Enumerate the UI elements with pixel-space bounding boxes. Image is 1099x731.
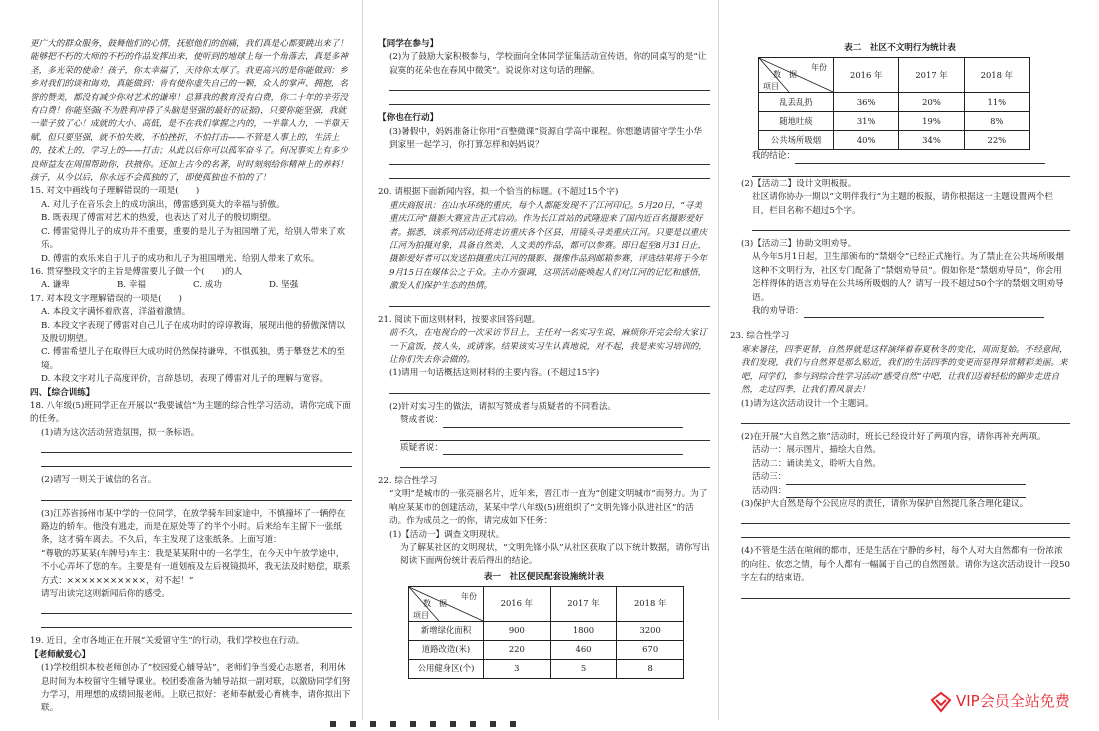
table-cell: 8% — [964, 112, 1029, 131]
table-corner — [409, 587, 484, 622]
q21-material: 前不久，在电视台的一次采访节目上，主任对一名实习生说，麻烦你开完会给大家订一下盒饭，按人头，或请客。结果该实习生认真地说，对不起，我是来实习培训的，让你们失去你会做的。 — [389, 328, 707, 365]
page-fold-left — [362, 0, 363, 720]
row-label: 乱丢乱扔 — [759, 93, 834, 112]
q17-option-a[interactable]: A. 本段文字满怀着欣喜，洋溢着激情。 — [41, 307, 191, 318]
table-cell: 36% — [834, 93, 899, 112]
activity2-desc: 社区请你协办一期以“文明伴我行”为主题的板报，请你根据这一主题设置两个栏目，栏目名称不超过5个字。 — [752, 192, 1053, 216]
table-cell: 31% — [834, 112, 899, 131]
table-cell: 20% — [899, 93, 964, 112]
year-header: 2016 年 — [484, 587, 551, 622]
q16-option-d[interactable]: D. 坚强 — [269, 280, 299, 291]
answer-line[interactable] — [400, 428, 710, 441]
corner-item: 项目 — [763, 82, 779, 92]
answer-line[interactable] — [400, 455, 710, 468]
q20-stem: 20. 请根据下面新闻内容，拟一个恰当的标题。(不超过15个字) — [378, 187, 619, 198]
year-header: 2017 年 — [550, 587, 617, 622]
year-header: 2018 年 — [617, 587, 684, 622]
q22-activity1-desc: 为了解某社区的文明现状，“文明先锋小队”从社区获取了以下统计数据，请你写出阅读下面两份统计表后得出的结论。 — [400, 542, 710, 567]
activity-four-label: 活动四： — [752, 485, 787, 496]
row-label: 公用健身区(个) — [409, 660, 484, 679]
answer-line[interactable] — [804, 307, 1044, 318]
answer-line[interactable] — [795, 153, 1045, 164]
q15-option-c[interactable]: C. 傅雷觉得儿子的成功并不重要，重要的是儿子为祖国增了光，给别人带来了欢乐。 — [41, 226, 345, 251]
activity3: (3)【活动三】协助文明劝导。 — [741, 239, 857, 250]
table-cell: 670 — [617, 641, 684, 660]
activity-three-row — [730, 471, 1070, 484]
q20-news: 重庆商报讯：在山水环绕的重庆，每个人都能发现不了江河印记。5月20日，“寻美重庆江河”摄影大赛宣告正式启动。作为长江首站的武隆迎来了国内近百名摄影爱好者。据悉，该系列活动还将走访重庆各个区县，用镜头寻美重庆江河。只要是以重庆江河为拍摄对象，具备自然美、人文美的作品，都可以参赛。即日起至8月31日止，摄影爱好者可以发送拍摄重庆江河的摄影、摄像作品到邮箱参赛，评选结果将于今年9月15日在媒体公之于众。主办方强调，这项活动能唤起人们对江河的记忆和感悟，激发人们保护生态的热情。 — [389, 200, 707, 292]
row-label: 公共场所吸烟 — [759, 131, 834, 150]
conclusion-row — [730, 150, 1070, 163]
year-header: 2018 年 — [964, 58, 1029, 93]
answer-line[interactable] — [41, 488, 352, 501]
table-cell: 40% — [834, 131, 899, 150]
reading-passage: 更广大的群众服务，鼓舞他们的心情，抚慰他们的创痛，我们真是心都要跳出来了！能够把不朽的大师的不朽的作品发挥出来，使听到的地球上每一个角落去，真是多神圣，多光荣的使命！孩子，你太幸福了，天待你太厚了。我更高兴的是你能做到：乡乡对我们的谈和诲劝，真能做到：肯有使你虚失自己的一颗，众人的掌声、拥抱，名誉的赞美，都没有减少你对艺术的谦卑！总算我的教育没有白费，你二十年的辛劳没有白费！你能坚强(不为胜利冲昏了头脑是坚强的最好的证据)，只要你能坚强，我就一辈子放了心！成就的大小、高低，是不在我们掌握之内的，一半靠人力，一半靠天赋，但只要坚强，就不怕失败，不怕挫折，不怕打击——不管是人事上的，生活上的，技术上的，学习上的——打击；从此以后你可以孤军奋斗了。何况事实上有多少良师益友在周围帮助你，扶掖你。还加上古今的名著，时时刻刻给你精神上的养料！孩子，从今以后，你永远不会孤独的了，即使孤独也不怕的了！ — [30, 39, 348, 184]
year-header: 2016 年 — [834, 58, 899, 93]
activity-four-row — [730, 485, 1070, 498]
table-cell: 460 — [550, 641, 617, 660]
column-3 — [730, 40, 1070, 600]
table2 — [758, 57, 1030, 150]
row-label: 随地吐痰 — [759, 112, 834, 131]
table1 — [408, 586, 684, 679]
answer-line[interactable] — [389, 78, 710, 91]
q18-sub1: (1)请为这次活动营造氛围，拟一条标语。 — [41, 427, 200, 438]
answer-line[interactable] — [443, 444, 683, 455]
section-heading: 四、【综合训练】 — [30, 387, 95, 398]
answer-line[interactable] — [752, 218, 1070, 231]
table-cell: 3 — [484, 660, 551, 679]
q16-options — [30, 279, 352, 292]
q17-stem: 17. 对本段文字理解错误的一项是( ) — [30, 293, 183, 304]
q23-sub2: (2)在开展“大自然之旅”活动时，班长已经设计好了两项内容，请你再补充两项。 — [741, 431, 1046, 442]
answer-line[interactable] — [741, 525, 1070, 538]
q23-stem: 23. 综合性学习 — [730, 331, 790, 342]
q19-tag-student: 【同学在参与】 — [378, 39, 439, 49]
binding-marks — [330, 712, 730, 720]
q18-sub3: (3)江苏省扬州市某中学的一位同学，在放学骑车回家途中，不慎撞坏了一辆停在路边的轿车。他没有逃走，而是在原处等了约半个小时。后来给车主留下一张纸条，这才骑车离去。不久后，车主发现了这张纸条。上面写道： — [41, 508, 346, 546]
q21-agree-row — [378, 414, 710, 427]
q19-sub3: (3)暑假中，妈妈准备让你用“百整微课”资源自学高中课程。你想邀请留守学生小华到家里一起学习，你打算怎样和妈妈说？ — [389, 126, 703, 151]
q15-option-b[interactable]: B. 既表现了傅雷对艺术的热爱，也表达了对儿子的殷切期望。 — [41, 213, 277, 224]
table1-body — [409, 622, 684, 679]
q19-stem: 19. 近日，全市各地正在开展“关爱留守生”的行动，我们学校也在行动。 — [30, 636, 305, 647]
answer-line[interactable] — [443, 417, 683, 428]
table-cell: 220 — [484, 641, 551, 660]
answer-line[interactable] — [786, 487, 1026, 498]
table-cell: 900 — [484, 622, 551, 641]
q18-note: “尊敬的苏某某(车牌号)车主：我是某某附中的一名学生，在今天中午放学途中，不小心弄坏了您的车。主要是有一道划痕及左后视镜损坏，我无法及时赔偿，联系方式：×××××××××××，对不起！” — [41, 548, 351, 586]
q21-doubt-label: 质疑者说： — [400, 442, 443, 453]
answer-line[interactable] — [389, 166, 710, 179]
table-cell: 19% — [899, 112, 964, 131]
answer-line[interactable] — [389, 152, 710, 165]
answer-line[interactable] — [41, 601, 352, 614]
table-cell: 34% — [899, 131, 964, 150]
year-header: 2017 年 — [899, 58, 964, 93]
q21-stem: 21. 阅读下面这则材料，按要求回答问题。 — [378, 314, 541, 325]
corner-year: 年份 — [461, 592, 477, 602]
q22-activity1: (1)【活动一】调查文明现状。 — [389, 529, 505, 540]
answer-line[interactable] — [741, 511, 1070, 524]
table2-body — [759, 93, 1030, 150]
vip-watermark[interactable] — [930, 688, 1095, 714]
q16-option-b[interactable]: B. 幸福 — [117, 280, 146, 291]
q19-sub2: (2)为了鼓励大家积极参与，学校面向全体同学征集活动宣传语，你的同桌写的是“让寂寞的花朵也在春风中微笑”。说说你对这句话的理解。 — [389, 52, 707, 76]
watermark-text: VIP会员全站免费 — [956, 692, 1070, 710]
table-row — [409, 641, 684, 660]
q19-tag-you: 【你也在行动】 — [378, 113, 439, 124]
q17-option-b[interactable]: B. 本段文字表现了傅雷对自己儿子在成功时的谆谆教诲，展现出他的骄傲深情以及殷切期望。 — [41, 320, 345, 344]
answer-line[interactable] — [786, 474, 1026, 485]
q15-option-d[interactable]: D. 傅雷的欢乐来自于儿子的成功和儿子为祖国增光、给别人带来了欢乐。 — [41, 253, 320, 264]
q23-sub3: (3)保护大自然是每个公民应尽的责任，请你为保护自然提几条合理化建议。 — [741, 498, 1029, 509]
q19-sub1: (1)学校组织本校老师创办了“校园爱心辅导站”，老师们争当爱心志愿者，利用休息时间为本校留守生辅导课业。校团委准备为辅导站拟一副对联，以激励同学们努力学习，用理想的成绩回报老师。上联已拟好：老师奉献爱心育桃李，请你拟出下联。 — [41, 663, 351, 714]
activity-two: 活动二：诵读美文，聆听大自然。 — [752, 458, 881, 469]
answer-line[interactable] — [389, 294, 710, 307]
activity3-desc: 从今年5月1日起，卫生部颁布的“禁烟令”已经正式施行。为了禁止在公共场所吸烟这种不文明行为，社区专门配备了“禁烟劝导员”。假如你是“禁烟劝导员”，你会用怎样得体的语言劝导在公共场所吸烟的人？请写一段不超过50个字的禁烟文明劝导语。 — [752, 252, 1064, 303]
table1-title: 表一 社区便民配套设施统计表 — [483, 571, 605, 582]
table-header-row — [759, 58, 1030, 93]
corner-year: 年份 — [811, 63, 827, 73]
q16-stem: 16. 贯穿整段文字的主旨是傅雷要儿子做一个( )的人 — [30, 266, 243, 277]
conclusion-label: 我的结论： — [752, 151, 795, 162]
answer-line[interactable] — [741, 586, 1070, 599]
table-row — [409, 660, 684, 679]
table-header-row — [409, 587, 684, 622]
table-row — [759, 93, 1030, 112]
answer-line[interactable] — [389, 92, 710, 105]
table-cell: 8 — [617, 660, 684, 679]
q21-sub1: (1)请用一句话概括这则材料的主要内容。(不超过15字) — [389, 368, 600, 379]
corner-data: 数 据 — [423, 599, 447, 609]
q22-intro: “文明”是城市的一张亮丽名片，近年来，晋江市一直为“创建文明城市”而努力。为了响应某某市的创建活动，某某中学八年级(5)班组织了“文明先锋小队进社区”的活动。作为成员之一的你，请完成如下任务： — [389, 489, 708, 527]
row-label: 道路改造(米) — [409, 641, 484, 660]
table-cell: 3200 — [617, 622, 684, 641]
q16-option-c[interactable]: C. 成功 — [193, 280, 222, 291]
activity-one: 活动一：展示图片，描绘大自然。 — [752, 445, 881, 456]
q21-sub2: (2)针对实习生的做法，请拟写赞成者与质疑者的不同看法。 — [389, 401, 617, 412]
activity2: (2)【活动二】设计文明板报。 — [741, 178, 857, 189]
q15-stem: 15. 对文中画线句子理解错误的一项是( ) — [30, 186, 200, 197]
answer-line[interactable] — [389, 381, 710, 394]
q18-stem: 18. 八年级(5)班同学正在开展以“我要诚信”为主题的综合性学习活动，请你完成下面的任务。 — [30, 400, 351, 425]
table-cell: 11% — [964, 93, 1029, 112]
q21-agree-label: 赞成者说： — [400, 415, 443, 426]
advice-label: 我的劝导语： — [752, 306, 804, 317]
q19-tag: 【老师献爱心】 — [30, 649, 91, 660]
diamond-icon — [930, 691, 952, 713]
answer-line[interactable] — [41, 440, 352, 453]
q18-sub2: (2)请写一则关于诚信的名言。 — [41, 475, 157, 486]
table-cell: 22% — [964, 131, 1029, 150]
corner-data: 数 据 — [773, 70, 797, 80]
q23-text: 寒来暑往，四季更替，自然界就是这样演绎着春夏秋冬的变化，周而复始。不经意间，我们发现，我们与自然界是那么贴近，我们的生活四季的变更而显得异常精彩美丽。来吧，同学们，参与到综合性学习活动“感受自然”中吧，让我们迈着轻松的脚步走进自然，走过四季，让我们看风景去！ — [741, 344, 1068, 396]
q15-option-a[interactable]: A. 对儿子在音乐会上的成功演出，傅雷感到莫大的幸福与骄傲。 — [41, 199, 285, 210]
table-row — [759, 131, 1030, 150]
activity-three-label: 活动三： — [752, 472, 787, 483]
answer-line[interactable] — [41, 615, 352, 628]
q16-option-a[interactable]: A. 谦卑 — [41, 280, 70, 291]
column-2 — [378, 38, 710, 679]
answer-line[interactable] — [752, 164, 1070, 177]
answer-line[interactable] — [741, 411, 1070, 424]
q23-sub4: (4)不管是生活在喧闹的都市，还是生活在宁静的乡村，每个人对大自然都有一份浓浓的向往、依恋之情，每个人都有一幅属于自己的自然图景。请你为这次活动设计一段50字左右的结束语。 — [741, 546, 1070, 584]
table-cell: 1800 — [550, 622, 617, 641]
column-1 — [30, 38, 352, 716]
q22-stem: 22. 综合性学习 — [378, 475, 438, 486]
q17-option-d[interactable]: D. 本段文字对儿子高度评价，言辞恳切，表现了傅雷对儿子的理解与宽容。 — [41, 374, 329, 385]
corner-item: 项目 — [413, 611, 429, 621]
q17-option-c[interactable]: C. 傅雷希望儿子在取得巨大成功时仍然保持谦卑，不惧孤独，勇于攀登艺术的至境。 — [41, 347, 345, 371]
table-cell: 5 — [550, 660, 617, 679]
q23-sub1: (1)请为这次活动设计一个主题词。 — [741, 398, 874, 409]
page-fold-right — [718, 0, 719, 720]
q18-sub3-task: 请写出读完这则新闻后你的感受。 — [41, 589, 170, 600]
table-row — [409, 622, 684, 641]
q21-doubt-row — [378, 442, 710, 455]
table-corner — [759, 58, 834, 93]
table2-title: 表二 社区不文明行为统计表 — [844, 43, 956, 53]
advice-row — [730, 305, 1070, 318]
table-row — [759, 112, 1030, 131]
row-label: 新增绿化面积 — [409, 622, 484, 641]
answer-line[interactable] — [41, 454, 352, 467]
